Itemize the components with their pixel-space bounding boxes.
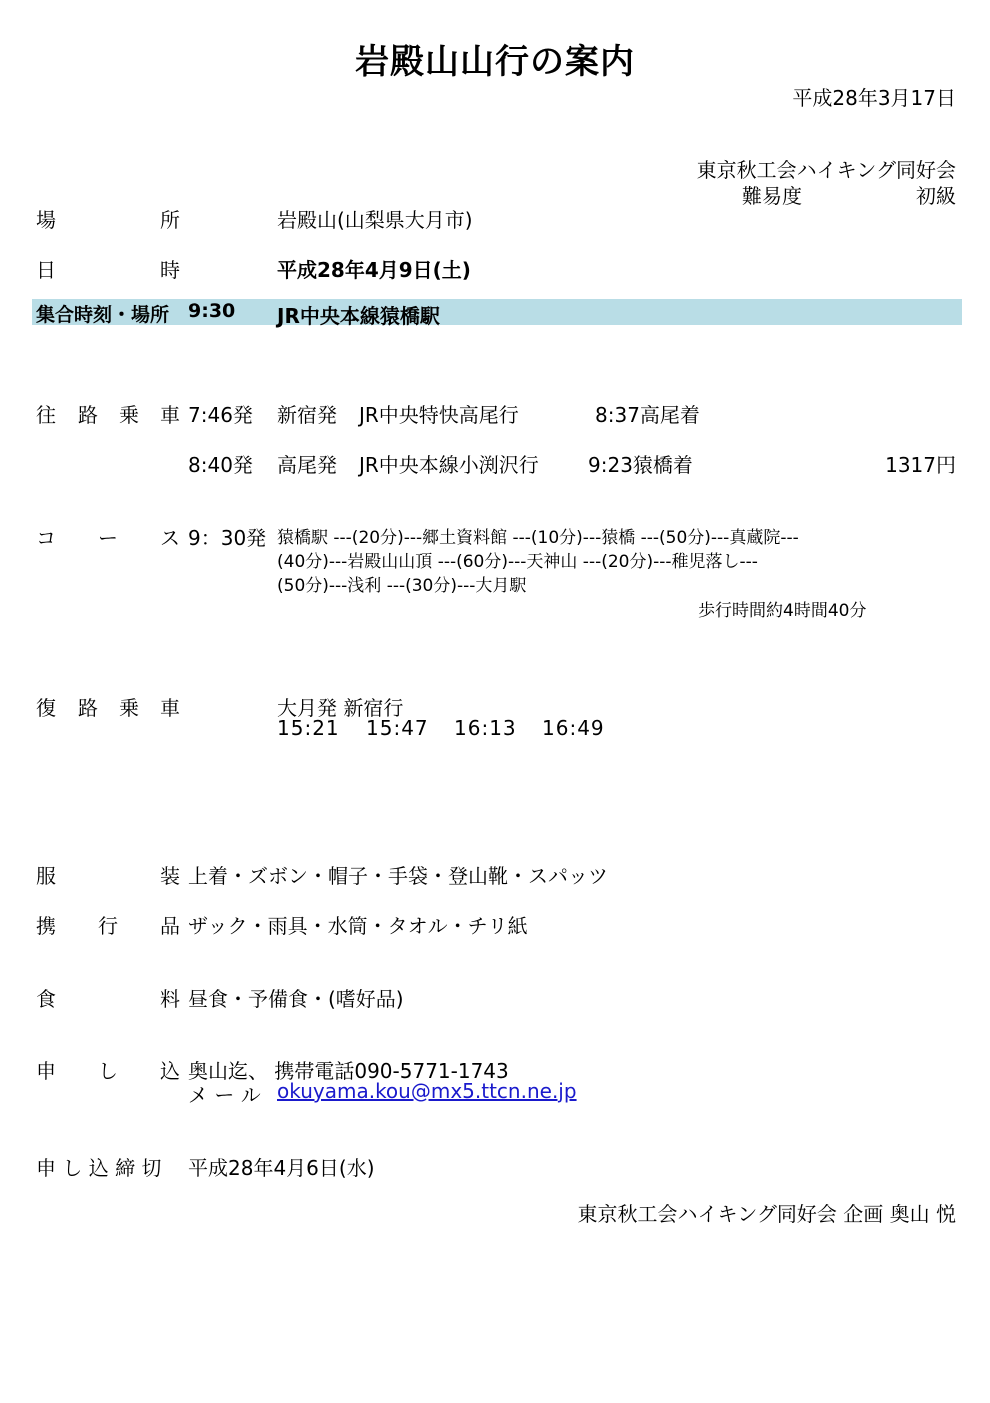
outbound-departure: 8:40発 (188, 453, 253, 477)
document-date: 平成28年3月17日 (792, 86, 956, 110)
return-time: 15:21 (277, 716, 340, 740)
difficulty-label: 難易度 (742, 184, 802, 208)
mail-label: メ ー ル (188, 1083, 261, 1107)
apply-label-2: し (98, 1059, 118, 1083)
apply-label-1: 申 (36, 1059, 56, 1083)
difficulty-value: 初級 (916, 184, 956, 208)
food-value: 昼食・予備食・(嗜好品) (188, 987, 404, 1011)
datetime-label-1: 日 (36, 258, 56, 282)
course-route-line: (40分)---岩殿山山頂 ---(60分)---天神山 ---(20分)---稚児落し--- (277, 552, 758, 572)
course-label-1: コ (36, 526, 56, 550)
return-time: 16:13 (454, 716, 517, 740)
apply-contact: 奥山迄、 携帯電話090-5771-1743 (188, 1059, 509, 1083)
clothing-value: 上着・ズボン・帽子・手袋・登山靴・スパッツ (188, 864, 608, 888)
return-time: 15:47 (366, 716, 429, 740)
course-start-time: 9：30発 (188, 526, 267, 550)
return-label-3: 乗 (119, 696, 139, 720)
apply-label-3: 込 (160, 1059, 180, 1083)
walking-time: 歩行時間約4時間40分 (698, 601, 867, 621)
outbound-label-1: 往 (36, 403, 56, 427)
outbound-line: JR中央本線小渕沢行 (359, 453, 539, 477)
place-label-1: 場 (36, 208, 56, 232)
outbound-arrival: 8:37高尾着 (595, 403, 700, 427)
food-label-2: 料 (160, 987, 180, 1011)
outbound-fare: 1317円 (885, 453, 956, 477)
items-label-3: 品 (160, 914, 180, 938)
organization-name: 東京秋工会ハイキング同好会 (696, 158, 956, 182)
deadline-value: 平成28年4月6日(水) (188, 1156, 375, 1180)
course-route-line: 猿橋駅 ---(20分)---郷土資料館 ---(10分)---猿橋 ---(50分)---真蔵院--- (277, 528, 799, 548)
outbound-label-3: 乗 (119, 403, 139, 427)
outbound-departure: 7:46発 (188, 403, 253, 427)
document-title: 岩殿山山行の案内 (355, 42, 635, 82)
return-label-4: 車 (160, 696, 180, 720)
meeting-time: 9:30 (188, 300, 236, 322)
outbound-label-4: 車 (160, 403, 180, 427)
organizer-signature: 東京秋工会ハイキング同好会 企画 奥山 悦 (577, 1202, 956, 1226)
items-label-2: 行 (98, 914, 118, 938)
return-time: 16:49 (542, 716, 605, 740)
course-route-line: (50分)---浅利 ---(30分)---大月駅 (277, 576, 527, 596)
course-label-3: ス (160, 526, 180, 550)
course-label-2: ー (98, 526, 118, 550)
datetime-value: 平成28年4月9日(土) (277, 258, 471, 282)
outbound-arrival: 9:23猿橋着 (588, 453, 693, 477)
clothing-label-1: 服 (36, 864, 56, 888)
clothing-label-2: 装 (160, 864, 180, 888)
place-label-2: 所 (160, 208, 180, 232)
items-label-1: 携 (36, 914, 56, 938)
meeting-place: JR中央本線猿橋駅 (277, 304, 440, 328)
meeting-highlight-band (32, 299, 962, 325)
food-label-1: 食 (36, 987, 56, 1011)
return-label-2: 路 (78, 696, 98, 720)
outbound-origin: 新宿発 (277, 403, 337, 427)
items-value: ザック・雨具・水筒・タオル・チリ紙 (188, 914, 528, 938)
outbound-line: JR中央特快高尾行 (359, 403, 519, 427)
datetime-label-2: 時 (160, 258, 180, 282)
outbound-label-2: 路 (78, 403, 98, 427)
return-label-1: 復 (36, 696, 56, 720)
deadline-label: 申 し 込 締 切 (36, 1156, 162, 1180)
return-route: 大月発 新宿行 (277, 696, 404, 720)
place-value: 岩殿山(山梨県大月市) (277, 208, 473, 232)
email-link[interactable]: okuyama.kou@mx5.ttcn.ne.jp (277, 1079, 577, 1103)
meeting-label: 集合時刻・場所 (36, 304, 170, 326)
outbound-origin: 高尾発 (277, 453, 337, 477)
